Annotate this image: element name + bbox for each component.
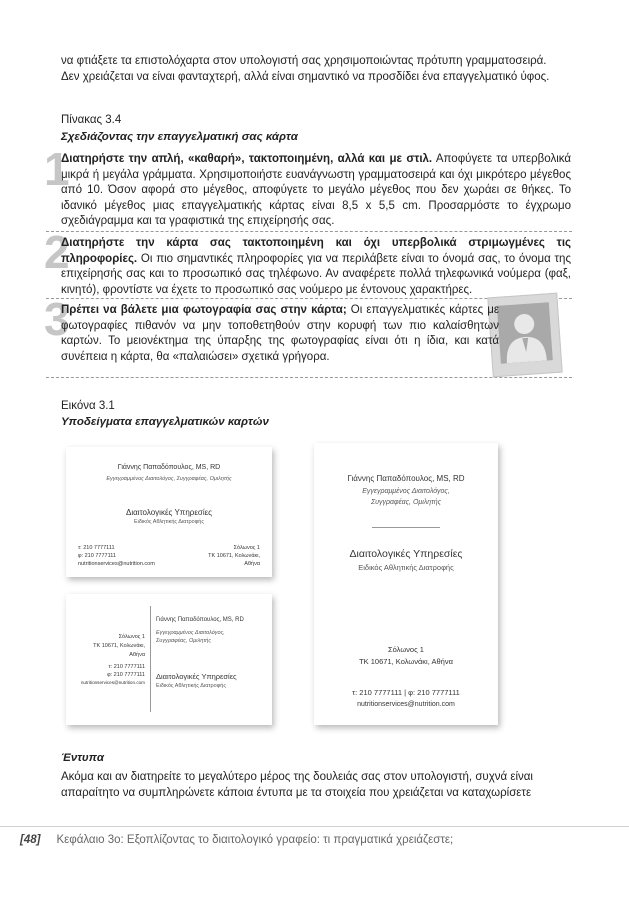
tip-body: Οι επαγγελματικές κάρτες με φωτογραφίες πιθανόν να μην τοποθετηθούν στην κορυφή των πιο καλαίσθητων καρτών. Το μειονέκτημα της ύπαρξης της φωτογραφίας είναι ότι η ίδια, και κατά συνέπεια η κάρτα, θα «παλαιώσει» σχετικά γρήγορα.: [61, 304, 499, 363]
intro-paragraph: [61, 54, 571, 85]
card-town: Αθήνα: [129, 652, 145, 658]
tip-number: 1: [44, 143, 70, 195]
tip-heading: Διατηρήστε την απλή, «καθαρή», τακτοποιημένη, αλλά και με στιλ.: [61, 153, 433, 165]
card-phone: τ: 210 7777111: [78, 545, 115, 551]
tip-text: [61, 303, 499, 365]
tip-body: Αποφύγετε τα υπερβολικά μικρά ή μεγάλα γράμματα. Χρησιμοποιήστε ευανάγνωστη γραμματοσειρά και όχι μικρότερο μέγεθος από 10. Όσον αφορά στο μέγεθος, αποφύγετε το μεγάλο μέγεθος που δεν χωράει σε θήκες. Το ιδανικό μέγεθος μιας επαγγελματικής κάρτας είναι 8,5 x 5,5 cm. Προσαρμόστε το έγχρωμο σχεδιάγραμμα και τα γραφιστικά της επιχείρησής σας.: [61, 153, 572, 227]
card-city: ΤΚ 10671, Κολωνάκι,: [93, 643, 145, 649]
tip-number: 2: [44, 226, 70, 278]
figure-title: Υποδείγματα επαγγελματικών καρτών: [61, 416, 269, 428]
tip-text: [61, 152, 571, 230]
intro-line-2: Δεν χρειάζεται να είναι φανταχτερή, αλλά είναι σημαντικό να προσδίδει ένα επαγγελματικό ύφος.: [61, 70, 550, 83]
person-silhouette-icon: [497, 302, 553, 363]
card-contact: τ: 210 7777111 | φ: 210 7777111: [352, 688, 460, 697]
figure-label: Εικόνα 3.1: [61, 400, 115, 412]
card-subtitle: Ειδικός Αθλητικής Διατροφής: [358, 563, 454, 572]
card-street: Σόλωνος 1: [118, 634, 145, 640]
card-company: Διαιτολογικές Υπηρεσίες: [125, 508, 213, 517]
table-label: Πίνακας 3.4: [61, 114, 122, 126]
business-card-vertical: [314, 443, 498, 725]
forms-paragraph: [61, 770, 571, 801]
card-name: Γιάννης Παπαδόπουλος, MS, RD: [347, 474, 465, 483]
card-role-line-1: Εγγεγραμμένος Διαιτολόγος,: [362, 488, 450, 495]
forms-line-1: Ακόμα και αν διατηρείτε το μεγαλύτερο μέρος της δουλειάς σας στον υπολογιστή, συχνά είναι: [61, 771, 533, 783]
card-street: Σόλωνος 1: [388, 645, 424, 654]
tip-2: [44, 226, 572, 299]
intro-line-1: να φτιάξετε τα επιστολόχαρτα στον υπολογιστή σας χρησιμοποιώντας πρότυπη γραμματοσειρά.: [61, 55, 547, 67]
tip-text: [61, 236, 571, 298]
card-role: Εγγεγραμμένος Διαιτολόγος, Συγγραφέας, Ομιλητής: [106, 476, 232, 482]
card-rule: [372, 527, 440, 528]
business-card-split: [66, 594, 272, 725]
card-street: Σόλωνος 1: [233, 545, 260, 551]
card-email: nutritionservices@nutrition.com: [78, 561, 155, 567]
card-divider: [150, 606, 151, 712]
card-company: Διαιτολογικές Υπηρεσίες: [349, 548, 463, 560]
chapter-title: Κεφάλαιο 3ο: Εξοπλίζοντας το διαιτολογικό γραφείο: τι πραγματικά χρειάζεστε;: [56, 834, 454, 846]
card-role-line-2: Συγγραφέας, Ομιλητής: [156, 638, 212, 644]
tip-1: [44, 143, 572, 232]
card-address: ΤΚ 10671, Κολωνάκι, Αθήνα: [359, 657, 453, 666]
card-phone: τ: 210 7777111: [108, 664, 145, 670]
card-town: Αθήνα: [244, 561, 260, 567]
card-company: Διαιτολογικές Υπηρεσίες: [156, 672, 237, 681]
card-email: nutritionservices@nutrition.com: [357, 701, 455, 708]
card-subtitle: Ειδικός Αθλητικής Διατροφής: [156, 683, 227, 689]
page-footer: [20, 834, 453, 846]
card-fax: φ: 210 7777111: [78, 553, 116, 559]
tip-heading: Διατηρήστε την κάρτα σας τακτοποιημένη και όχι υπερβολικά στριμωγμένες τις πληροφορίες.: [61, 237, 571, 265]
forms-title: Έντυπα: [61, 752, 105, 764]
card-name: Γιάννης Παπαδόπουλος, MS, RD: [117, 464, 221, 471]
card-city: ΤΚ 10671, Κολωνάκι,: [208, 553, 260, 559]
card-subtitle: Ειδικός Αθλητικής Διατροφής: [133, 519, 204, 525]
card-fax: φ: 210 7777111: [107, 672, 145, 678]
tip-body: Οι πιο σημαντικές πληροφορίες για να περιλάβετε είναι το όνομά σας, το όνομα της επιχείρησής σας και το προσωπικό σας τηλέφωνο. Αν αναφέρετε πολλά τηλεφωνικά νούμερα (φαξ, κινητό), φροντίστε να έχετε το προσωπικό σας νούμερο με έντονους χαρακτήρες.: [61, 252, 571, 296]
tip-heading: Πρέπει να βάλετε μια φωτογραφία σας στην κάρτα;: [61, 304, 347, 316]
table-title: Σχεδιάζοντας την επαγγελματική σας κάρτα: [61, 131, 298, 143]
card-email: nutritionservices@nutrition.com: [80, 680, 145, 685]
business-card-horizontal: [66, 447, 272, 577]
card-role-line-2: Συγγραφέας, Ομιλητής: [370, 499, 442, 506]
card-name: Γιάννης Παπαδόπουλος, MS, RD: [156, 617, 244, 623]
page-number: [48]: [20, 834, 41, 846]
forms-line-2: απαραίτητο να συμπληρώνετε κάποια έντυπα με τα στοιχεία που χρειάζεται να καταχωρίσετε: [61, 786, 532, 799]
tip-number: 3: [44, 293, 70, 345]
card-role-line-1: Εγγεγραμμένος Διαιτολόγος,: [156, 630, 225, 636]
footer-divider: [0, 826, 629, 827]
